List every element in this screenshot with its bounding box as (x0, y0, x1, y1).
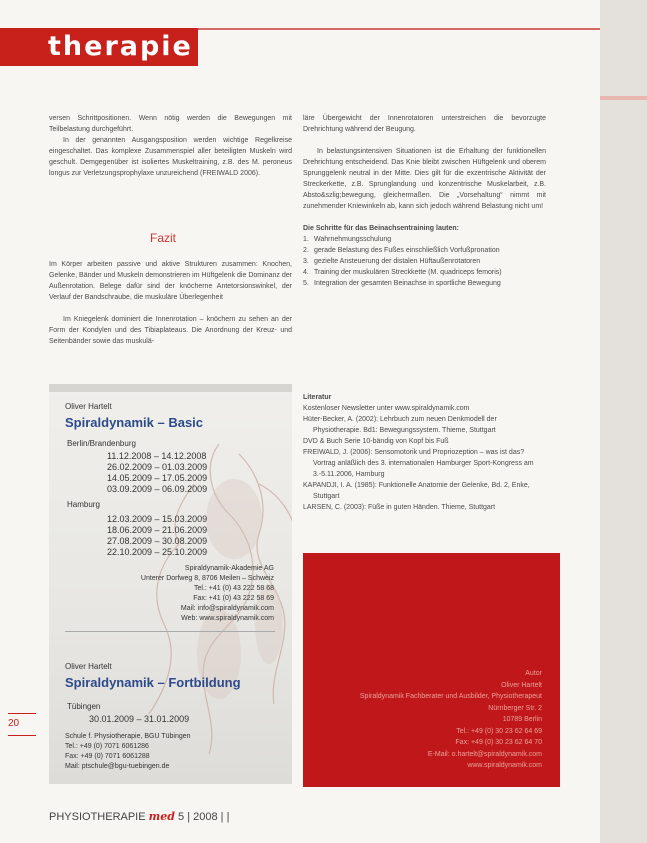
author-box-line: 10789 Berlin (502, 716, 542, 723)
footer (49, 810, 229, 823)
literature-item: Kostenloser Newsletter unter www.spiraldynamik.com (303, 405, 470, 412)
steps-list (303, 234, 546, 289)
ad-divider (65, 631, 275, 632)
ad-contact-line: Mail: info@spiraldynamik.com (180, 605, 274, 612)
literature-block (303, 392, 546, 513)
literature-item: FREIWALD, J. (2006): Sensomotorik und Propriozeption – was ist das? Vortrag anläßlich des 3. internationalen Hamburger Sport-Kongress am 3.-5.11.2006, Hamburg (303, 449, 534, 478)
author-box-line: Nürnberger Str. 2 (488, 704, 542, 712)
ad-contact-line: Unterer Dorfweg 8, 8706 Meilen – Schweiz (140, 575, 274, 582)
magazine-brand: med (148, 810, 175, 823)
author-box-line: www.spiraldynamik.com (467, 762, 542, 769)
paragraph: Im Kniegelenk dominiert die Innenrotation – knöchern zu sehen an der Form der Kondylen und des Tibiaplateaus. Die Anordnung der Kreuz- und Seitenbänder sowie das muskulä- (49, 316, 292, 345)
ad-top-band (49, 384, 292, 392)
list-item: 4. Training der muskulären Streckkette (M. quadriceps femoris) (303, 269, 502, 276)
ad-date: 26.02.2009 – 01.03.2009 (107, 462, 208, 472)
ad-contact-line: Tel.: +41 (0) 43 222 58 68 (194, 585, 274, 592)
literature-item: Hüter-Becker, A. (2002): Lehrbuch zum neuen Denkmodell der Physiotherapie. Bd1: Bewegungssystem. Thieme, Stuttgart (303, 416, 497, 434)
ad-title: Spiraldynamik – Fortbildung (65, 675, 241, 690)
list-item: 1. Wahrnehmungsschulung (303, 236, 392, 243)
author-box-text (312, 668, 542, 772)
ad-contact-line: Fax: +49 (0) 7071 6061288 (65, 753, 150, 760)
author-box-line: Tel.: +49 (0) 30 23 62 64 69 (456, 727, 542, 735)
ad-date: 12.03.2009 – 15.03.2009 (107, 514, 208, 524)
ad-date: 14.05.2009 – 17.05.2009 (107, 473, 208, 483)
ad-author: Oliver Hartelt (65, 402, 112, 411)
list-item: 3. gezielte Ansteuerung der distalen Hüftaußenrotatoren (303, 258, 481, 265)
list-item: 5. Integration der gesamten Beinachse in sportliche Bewegung (303, 280, 501, 287)
literature-heading: Literatur (303, 394, 332, 401)
steps-heading: Die Schritte für das Beinachsentraining lauten: (303, 225, 459, 232)
ad-city: Tübingen (67, 702, 101, 711)
paragraph: Im Körper arbeiten passive und aktive Strukturen zusammen: Knochen, Gelenke, Bänder und Muskeln demonstrieren im Hüftgelenk die Dominanz der Außenrotation. Belege dafür sind der knöcherne Antetorsionswinkel, der Verlauf der Bandschraube, die muskuläre Überlegenheit (49, 261, 292, 301)
ad-contact-line: Fax: +41 (0) 43 222 58 69 (193, 595, 274, 602)
page-number: 20 (8, 718, 20, 729)
ad-date: 30.01.2009 – 31.01.2009 (89, 714, 190, 724)
paragraph: versen Schrittpositionen. Wenn nötig werden die Bewegungen mit Teilbelastung durchgeführt. (49, 115, 292, 133)
author-box-line: Fax: +49 (0) 30 23 62 64 70 (455, 739, 542, 746)
ad-title: Spiraldynamik – Basic (65, 415, 204, 430)
author-box-line: Oliver Hartelt (501, 681, 542, 689)
magazine-name: PHYSIOTHERAPIE (49, 811, 146, 823)
literature-item: LARSEN, C. (2003): Füße in guten Händen. Thieme, Stuttgart (303, 504, 496, 511)
next-page-edge (600, 0, 647, 843)
literature-item: KAPANDJI, I. A. (1985): Funktionelle Anatomie der Gelenke, Bd. 2, Enke, Stuttgart (303, 482, 530, 500)
ad-city: Berlin/Brandenburg (67, 439, 136, 448)
author-box-line: Spiraldynamik Fachberater und Ausbilder, Physiotherapeut (359, 693, 542, 700)
ad-contact-line: Tel.: +49 (0) 7071 6061286 (65, 743, 149, 750)
ad-author: Oliver Hartelt (65, 662, 112, 671)
section-header (0, 28, 198, 66)
ad-date: 03.09.2009 – 06.09.2009 (107, 484, 208, 494)
issue-number: 5 | 2008 | | (178, 811, 230, 823)
right-column (303, 113, 546, 289)
ad-contact-line: Spiraldynamik-Akademie AG (184, 565, 274, 572)
fazit-heading: Fazit (150, 231, 177, 245)
left-column-bottom (49, 259, 292, 347)
paragraph: läre Übergewicht der Innenrotatoren unterstreichen die bevorzugte Drehrichtung während der Beugung. (303, 115, 546, 133)
edge-accent (600, 96, 647, 100)
author-box-line: Autor (525, 670, 542, 677)
ad-contact-line: Mail: ptschule@bgu-tuebingen.de (65, 763, 170, 770)
page-number-rule (8, 735, 36, 736)
ad-contact-line: Web: www.spiraldynamik.com (181, 615, 274, 622)
left-column-top (49, 113, 292, 179)
author-box-line: E-Mail: o.hartelt@spiraldynamik.com (427, 750, 542, 758)
literature-item: DVD & Buch Serie 10-bändig von Kopf bis Fuß (303, 438, 449, 445)
advertisement (49, 384, 292, 784)
paragraph: In belastungsintensiven Situationen ist die Erhaltung der funktionellen Drehrichtung entscheidend. Das Knie bleibt zwischen Hüftgelenk und oberem Sprunggelenk neutral in der Mitte. Dies gilt für die exzentrische Aktivität der Streckerkette, z.B. Sprunglandung und konzentrische Muskelarbeit, z.B. Absto&szlig;bewegung, gleichermaßen. Die „Vorsehaltung“ nimmt mit zunehmender Kniewinkeln ab, kann sich jedoch während Belastung nicht um! (303, 148, 546, 210)
author-box (303, 553, 560, 787)
ad-date: 11.12.2008 – 14.12.2008 (107, 451, 207, 461)
list-item: 2. gerade Belastung des Fußes einschließlich Vorfußpronation (303, 247, 500, 254)
header-rule (198, 28, 600, 30)
paragraph: In der genannten Ausgangsposition werden wichtige Regelkreise eingeschaltet. Das komplexe Zusammenspiel aller beteiligten Muskeln wird geschult. Demgegenüber ist isoliertes Muskeltraining, z.B. des M. peroneus longus zur Verletzungsprophylaxe unzureichend (FREIWALD 2006). (49, 137, 292, 177)
ad-date: 27.08.2009 – 30.08.2009 (107, 536, 208, 546)
section-title: therapie (48, 31, 193, 62)
ad-date: 18.06.2009 – 21.06.2009 (107, 525, 208, 535)
ad-date: 22.10.2009 – 25.10.2009 (107, 547, 208, 557)
page-number-rule (8, 713, 36, 714)
ad-contact-line: Schule f. Physiotherapie, BGU Tübingen (65, 733, 191, 740)
ad-city: Hamburg (67, 500, 100, 509)
